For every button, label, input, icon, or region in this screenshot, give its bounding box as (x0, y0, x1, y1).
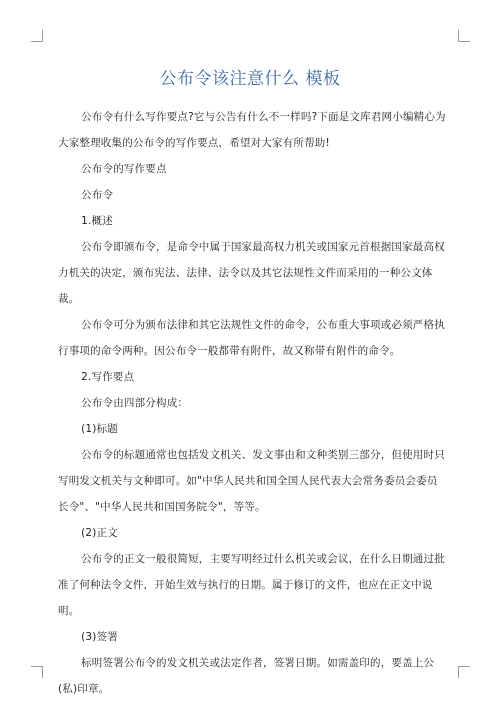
signature-paragraph: 标明签署公布令的发文机关或法定作者，签署日期。如需盖印的，要盖上公(私)印章。 (58, 657, 435, 695)
part-heading-body: (2)正文 (81, 527, 118, 539)
subsection-heading: 公布令 (81, 189, 114, 201)
crop-mark-bottom-right (458, 666, 470, 678)
crop-mark-top-right (458, 30, 470, 42)
document-title: 公布令该注意什么 模板 (159, 69, 341, 89)
overview-paragraph-1: 公布令即颁布令，是命令中属于国家最高权力机关或国家元首根据国家最高权力机关的决定，颁布宪法、法律、法令以及其它法规性文件而采用的一种公文体裁。 (58, 241, 445, 305)
point-heading-writing: 2.写作要点 (81, 371, 135, 383)
part-heading-signature: (3)签署 (81, 631, 118, 643)
document-body (58, 104, 446, 702)
body-paragraph: 公布令的正文一般很简短，主要写明经过什么机关或会议，在什么日期通过批准了何种法令文件，开始生效与执行的日期。属于修订的文件，也应在正文中说明。 (58, 553, 445, 617)
crop-mark-top-left (31, 30, 43, 42)
structure-paragraph: 公布令由四部分构成： (81, 397, 189, 409)
title-paragraph: 公布令的标题通常也包括发文机关、发文事由和文种类别三部分，但使用时只写明发文机关与文种即可。如"中华人民共和国全国人民代表大会常务委员会委员长令"、"中华人民共和国国务院令"，等等。 (58, 449, 445, 513)
crop-mark-bottom-left (31, 666, 43, 678)
point-heading-overview: 1.概述 (81, 215, 113, 227)
section-heading: 公布令的写作要点 (81, 163, 167, 175)
overview-paragraph-2: 公布令可分为颁布法律和其它法规性文件的命令，公布重大事项或必须严格执行事项的命令两种。因公布令一般都带有附件，故又称带有附件的命令。 (58, 319, 445, 357)
intro-paragraph: 公布令有什么写作要点?它与公告有什么不一样吗?下面是文库君网小编精心为大家整理收集的公布令的写作要点，希望对大家有所帮助! (58, 111, 446, 149)
part-heading-title: (1)标题 (81, 423, 118, 435)
